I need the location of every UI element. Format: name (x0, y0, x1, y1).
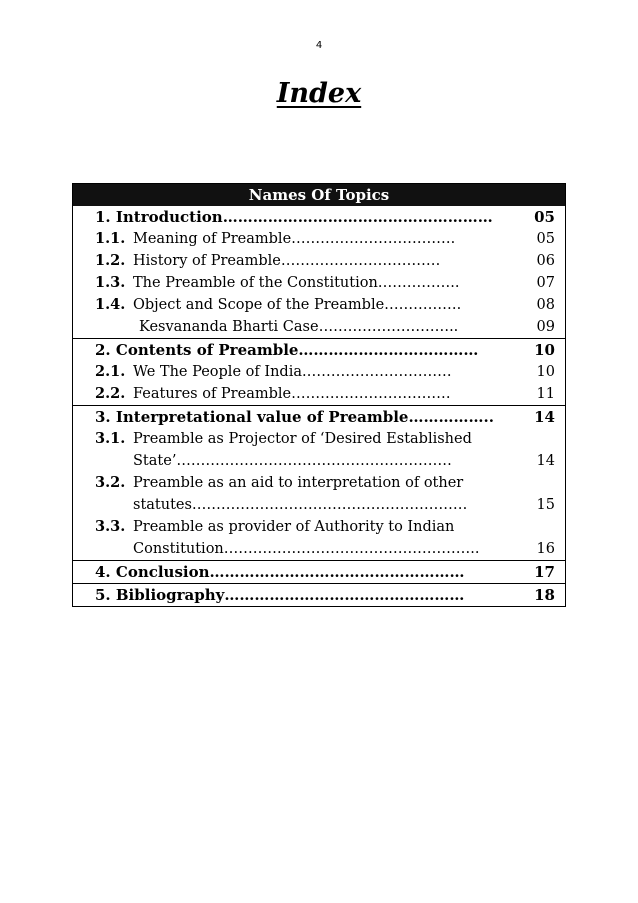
index-row-page: 05 (536, 231, 555, 247)
index-section (73, 561, 565, 584)
index-row-number: 1.3. (95, 274, 126, 291)
index-row (95, 383, 555, 405)
index-row-title: Kesvananda Bharti Case……………………….. (139, 319, 459, 335)
index-row (95, 228, 555, 250)
index-row (95, 584, 555, 606)
index-row (95, 538, 555, 560)
index-row (95, 294, 555, 316)
index-row-number: 1.4. (95, 296, 126, 313)
index-row-page: 14 (536, 453, 555, 469)
index-row (95, 361, 555, 383)
index-row-number: 3.2. (95, 474, 126, 491)
index-row (95, 450, 555, 472)
index-row-page: 07 (536, 275, 555, 291)
index-row-title: Preamble as an aid to interpretation of other (133, 475, 464, 491)
index-row-page: 05 (534, 208, 555, 226)
index-row-page: 10 (536, 364, 555, 380)
index-row-number: 3.3. (95, 518, 126, 535)
index-section (73, 584, 565, 606)
index-row-number: 1.2. (95, 252, 126, 269)
index-row (95, 428, 555, 450)
index-row-number: 2.2. (95, 385, 126, 402)
index-row (95, 250, 555, 272)
index-row-title: 3. Interpretational value of Preamble…………….. (95, 408, 494, 426)
index-row (95, 561, 555, 583)
index-row-number: 3.1. (95, 430, 126, 447)
index-row (95, 472, 555, 494)
index-row-title: 2. Contents of Preamble……………………………… (95, 341, 479, 359)
index-row-number: 2.1. (95, 363, 126, 380)
index-row-page: 14 (534, 408, 555, 426)
index-row-title: Object and Scope of the Preamble……………. (133, 297, 462, 313)
index-row (95, 206, 555, 228)
index-row-page: 10 (534, 341, 555, 359)
index-row-page: 08 (536, 297, 555, 313)
index-section (73, 406, 565, 561)
index-row-number: 1.1. (95, 230, 126, 247)
index-row-page: 17 (534, 563, 555, 581)
table-header: Names Of Topics (73, 184, 565, 206)
index-row-title: Meaning of Preamble……………………………. (133, 231, 456, 247)
index-row-title: 5. Bibliography………………………………………… (95, 586, 465, 604)
index-row-title: Features of Preamble…………………………… (133, 386, 451, 402)
index-row (95, 516, 555, 538)
index-row-title: History of Preamble…………………………… (133, 253, 441, 269)
table-body (73, 206, 565, 606)
index-row-title: statutes………………………………………………… (133, 497, 468, 513)
index-row-page: 16 (536, 541, 555, 557)
index-row-title: 4. Conclusion…………………………………………… (95, 563, 465, 581)
index-row-title: Preamble as provider of Authority to Indian (133, 519, 455, 535)
index-row (95, 494, 555, 516)
page-number: 4 (315, 40, 323, 51)
index-row (95, 339, 555, 361)
index-row-title: State’………………………………………………… (133, 453, 452, 469)
index-row (95, 406, 555, 428)
index-section (73, 339, 565, 406)
page-title: Index (276, 78, 362, 109)
index-row-title: 1. Introduction……………………………………………… (95, 208, 493, 226)
index-row (95, 272, 555, 294)
index-row-title: The Preamble of the Constitution…………….. (133, 275, 460, 291)
index-row-page: 06 (536, 253, 555, 269)
index-row-title: Constitution…………………………………………….. (133, 541, 480, 557)
index-row-page: 09 (536, 319, 555, 335)
index-row-page: 18 (534, 586, 555, 604)
index-row (95, 316, 555, 338)
index-row-title: Preamble as Projector of ‘Desired Established (133, 431, 472, 447)
index-row-page: 15 (536, 497, 555, 513)
index-table (72, 183, 566, 607)
index-row-page: 11 (536, 386, 555, 402)
index-section (73, 206, 565, 339)
index-row-title: We The People of India.………………………… (133, 364, 452, 380)
